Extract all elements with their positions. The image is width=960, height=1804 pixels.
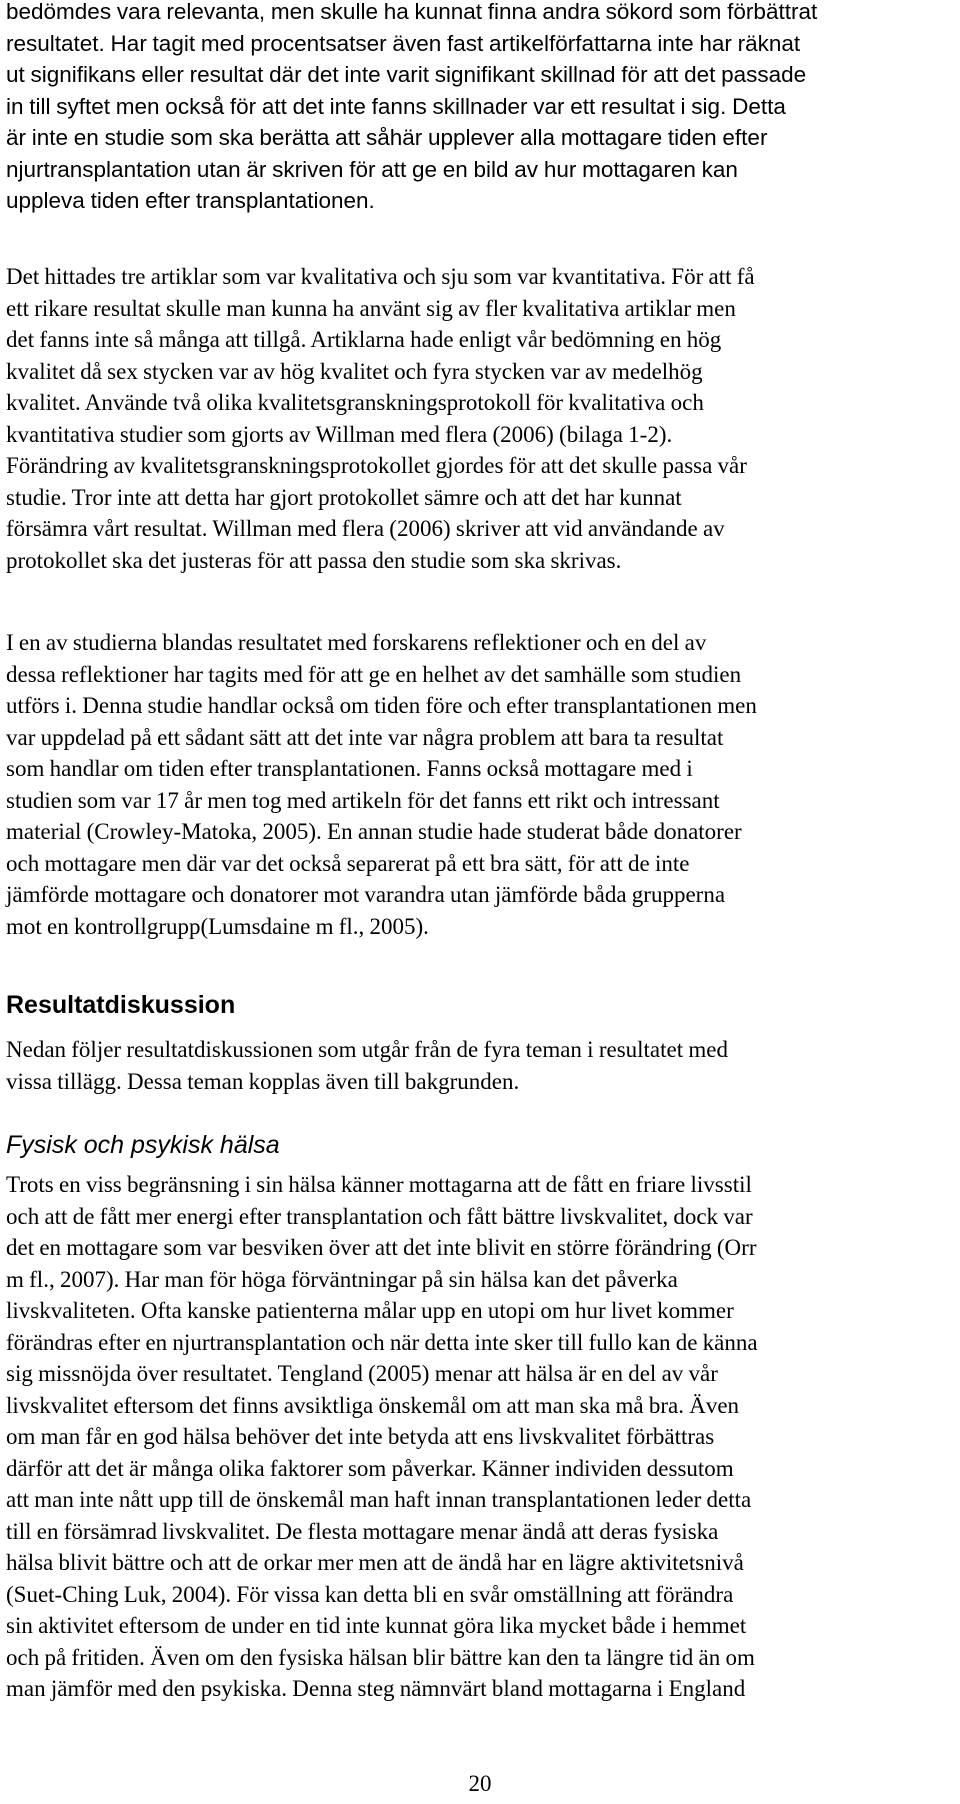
page-number: 20 [468,1771,492,1796]
paragraph-article-quality: Det hittades tre artiklar som var kvalitativa och sju som var kvantitativa. För att få ett rikare resultat skulle man kunna ha använt sig av fler kvalitativa artiklar men det fanns inte så många att tillgå. Artiklarna hade enligt vår bedömning en hög kvalitet då sex stycken var av hög kvalitet och fyra stycken var av medelhög kvalitet. Använde två olika kvalitetsgranskningsprotokoll för kvalitativa och kvantitativa studier som gjorts av Willman med flera (2006) (bilaga 1-2). Förändring av kvalitetsgranskningsprotokollet gjordes för att det skulle passa vår studie. Tror inte att detta har gjort protokollet sämre och att det har kunnat försämra vårt resultat. Willman med flera (2006) skriver att vid användande av protokollet ska det justeras för att passa den studie som ska skrivas. [6,264,755,573]
paragraph-discussion-intro: Nedan följer resultatdiskussionen som utgår från de fyra teman i resultatet med vissa tillägg. Dessa teman kopplas även till bakgrunden. [6,1037,728,1094]
paragraph-study-reflections: I en av studierna blandas resultatet med forskarens reflektioner och en del av dessa reflektioner har tagits med för att ge en helhet av det samhälle som studien utförs i. Denna studie handlar också om tiden före och efter transplantationen men var uppdelad på ett sådant sätt att det inte var några problem att bara ta resultat som handlar om tiden efter transplantationen. Fanns också mottagare med i studien som var 17 år men tog med artikeln för det fanns ett rikt och intressant material (Crowley-Matoka, 2005). En annan studie hade studerat både donatorer och mottagare men där var det också separerat på ett bra sätt, för att de inte jämförde mottagare och donatorer mot varandra utan jämförde båda grupperna mot en kontrollgrupp(Lumsdaine m fl., 2005). [6,630,757,939]
subsection-heading-fysisk-psykisk-halsa: Fysisk och psykisk hälsa [6,1131,280,1159]
section-heading-resultatdiskussion: Resultatdiskussion [6,991,236,1019]
paragraph-health-discussion: Trots en viss begränsning i sin hälsa känner mottagarna att de fått en friare livsstil och att de fått mer energi efter transplantation och fått bättre livskvalitet, dock var det en mottagare som var besviken över att det inte blivit en större förändring (Orr m fl., 2007). Har man för höga förväntningar på sin hälsa kan det påverka livskvaliteten. Ofta kanske patienterna målar upp en utopi om hur livet kommer förändras efter en njurtransplantation och när detta inte sker till fullo kan de känna sig missnöjda över resultatet. Tengland (2005) menar att hälsa är en del av vår livskvalitet eftersom det finns avsiktliga önskemål om att man ska må bra. Även om man får en god hälsa behöver det inte betyda att ens livskvalitet förbättras därför att det är många olika faktorer som påverkar. Känner individen dessutom att man inte nått upp till de önskemål man haft innan transplantationen leder detta till en försämrad livskvalitet. De flesta mottagare menar ändå att deras fysiska hälsa blivit bättre och att de orkar mer men att de ändå har en lägre aktivitetsnivå (Suet-Ching Luk, 2004). För vissa kan detta bli en svår omställning att förändra sin aktivitet eftersom de under en tid inte kunnat göra lika mycket både i hemmet och på fritiden. Även om den fysiska hälsan blir bättre kan den ta längre tid än om man jämför med den psykiska. Denna steg nämnvärt bland mottagarna i England [6,1172,758,1701]
paragraph-search-limitations: bedömdes vara relevanta, men skulle ha kunnat finna andra sökord som förbättrat resultatet. Har tagit med procentsatser även fast artikelförfattarna inte har räknat ut signifikans eller resultat där det inte varit signifikant skillnad för att det passade in till syftet men också för att det inte fanns skillnader var ett resultat i sig. Detta är inte en studie som ska berätta att såhär upplever alla mottagare tiden efter njurtransplantation utan är skriven för att ge en bild av hur mottagaren kan uppleva tiden efter transplantationen. [6,0,818,213]
